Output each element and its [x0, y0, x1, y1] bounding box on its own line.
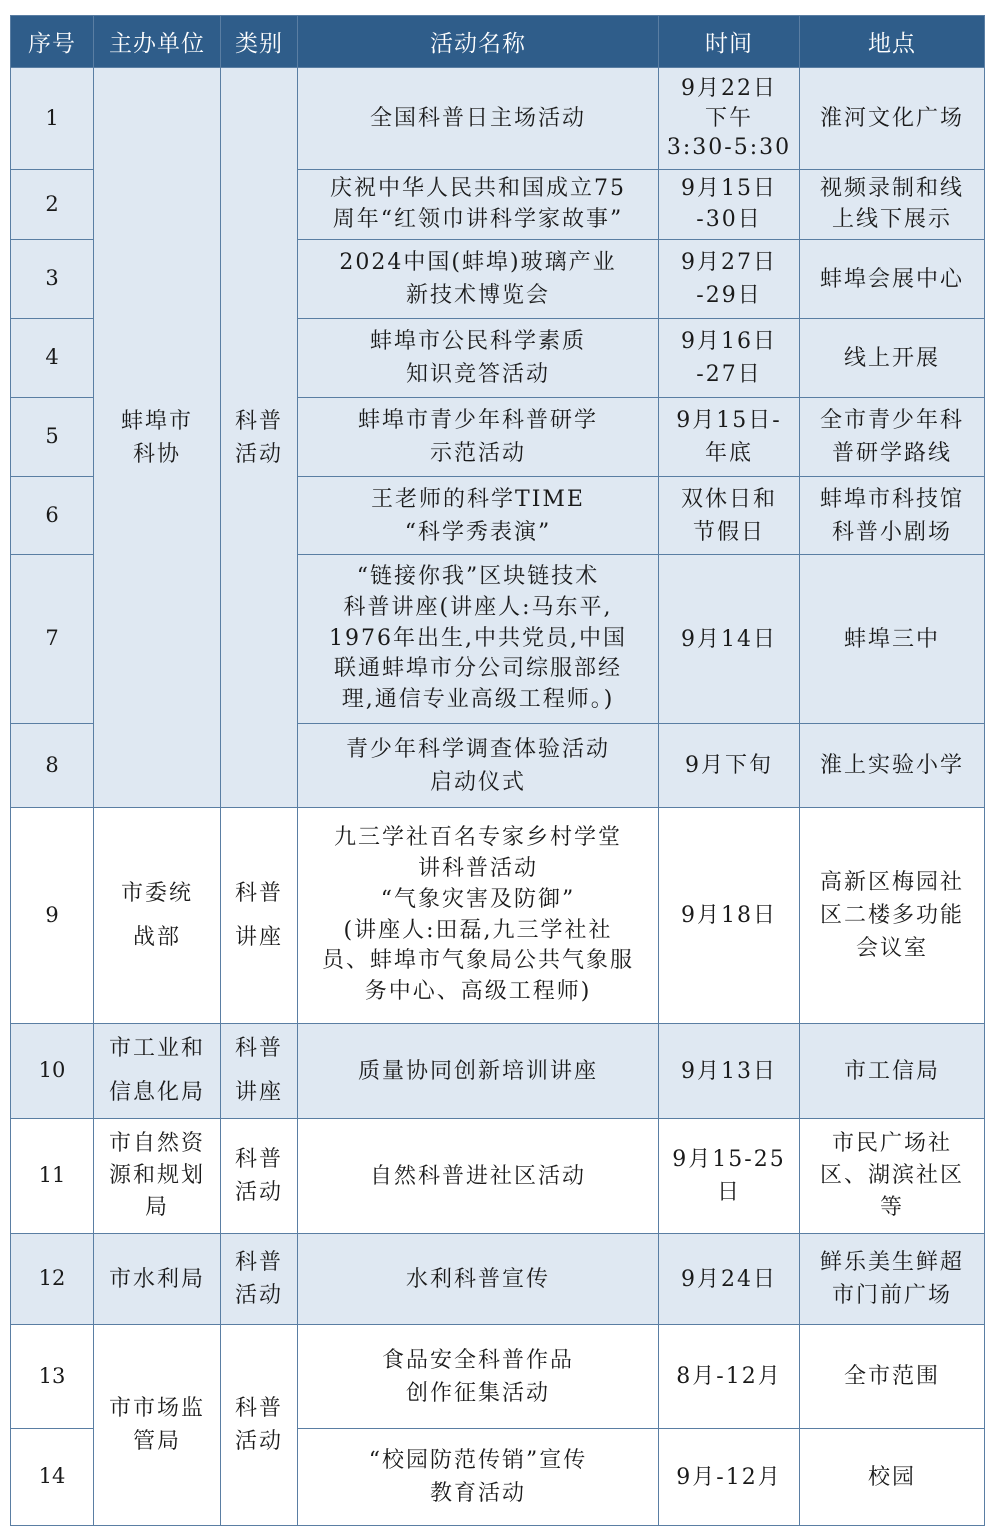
- row-place: 校园: [800, 1429, 985, 1526]
- row-time: 9月27日 -29日: [659, 240, 800, 319]
- table-row: [11, 1119, 985, 1234]
- row-seq: 7: [11, 555, 94, 724]
- row-seq: 4: [11, 319, 94, 398]
- row-seq: 11: [11, 1119, 94, 1234]
- row-category: 科普 讲座: [221, 808, 298, 1024]
- row-place: 视频录制和线 上线下展示: [800, 170, 985, 240]
- row-activity: 水利科普宣传: [298, 1234, 659, 1325]
- row-activity: 2024中国(蚌埠)玻璃产业 新技术博览会: [298, 240, 659, 319]
- row-time: 9月-12月: [659, 1429, 800, 1526]
- row-category: 科普 活动: [221, 1234, 298, 1325]
- table-row: [11, 1024, 985, 1119]
- row-place: 鲜乐美生鲜超 市门前广场: [800, 1234, 985, 1325]
- row-place: 淮河文化广场: [800, 68, 985, 170]
- row-activity: “链接你我”区块链技术 科普讲座(讲座人:马东平, 1976年出生,中共党员,中国 联通蚌埠市分公司综服部经 理,通信专业高级工程师。): [298, 555, 659, 724]
- row-seq: 3: [11, 240, 94, 319]
- row-activity: 九三学社百名专家乡村学堂 讲科普活动 “气象灾害及防御” (讲座人:田磊,九三学社社 员、蚌埠市气象局公共气象服 务中心、高级工程师): [298, 808, 659, 1024]
- row-seq: 14: [11, 1429, 94, 1526]
- row-place: 线上开展: [800, 319, 985, 398]
- row-activity: “校园防范传销”宣传 教育活动: [298, 1429, 659, 1526]
- table-row: [11, 68, 985, 170]
- row-seq: 9: [11, 808, 94, 1024]
- row-seq: 1: [11, 68, 94, 170]
- header-org: 主办单位: [94, 16, 221, 68]
- row-place: 市工信局: [800, 1024, 985, 1119]
- table-row: [11, 1234, 985, 1325]
- row-place: 全市范围: [800, 1325, 985, 1429]
- row-time: 9月15日- 年底: [659, 398, 800, 477]
- row-time: 9月下旬: [659, 724, 800, 808]
- activity-schedule-table: [10, 15, 985, 1526]
- row-time: 9月22日 下午 3:30-5:30: [659, 68, 800, 170]
- row-org: 市委统 战部: [94, 808, 221, 1024]
- row-time: 8月-12月: [659, 1325, 800, 1429]
- row-activity: 王老师的科学TIME “科学秀表演”: [298, 477, 659, 555]
- row-time: 9月15-25 日: [659, 1119, 800, 1234]
- row-activity: 全国科普日主场活动: [298, 68, 659, 170]
- row-activity: 质量协同创新培训讲座: [298, 1024, 659, 1119]
- row-org: 市自然资 源和规划 局: [94, 1119, 221, 1234]
- header-place: 地点: [800, 16, 985, 68]
- row-org: 市水利局: [94, 1234, 221, 1325]
- row-activity: 食品安全科普作品 创作征集活动: [298, 1325, 659, 1429]
- row-activity: 青少年科学调查体验活动 启动仪式: [298, 724, 659, 808]
- row-time: 9月14日: [659, 555, 800, 724]
- row-activity: 蚌埠市公民科学素质 知识竞答活动: [298, 319, 659, 398]
- row-seq: 8: [11, 724, 94, 808]
- row-activity: 自然科普进社区活动: [298, 1119, 659, 1234]
- row-category: 科普 活动: [221, 1119, 298, 1234]
- header-category: 类别: [221, 16, 298, 68]
- row-time: 9月15日 -30日: [659, 170, 800, 240]
- row-seq: 5: [11, 398, 94, 477]
- row-category: 科普 活动: [221, 68, 298, 808]
- row-org: 市市场监 管局: [94, 1325, 221, 1526]
- row-place: 淮上实验小学: [800, 724, 985, 808]
- header-time: 时间: [659, 16, 800, 68]
- row-place: 全市青少年科 普研学路线: [800, 398, 985, 477]
- row-org: 市工业和 信息化局: [94, 1024, 221, 1119]
- row-place: 高新区梅园社 区二楼多功能 会议室: [800, 808, 985, 1024]
- row-place: 蚌埠会展中心: [800, 240, 985, 319]
- row-time: 9月13日: [659, 1024, 800, 1119]
- row-category: 科普 讲座: [221, 1024, 298, 1119]
- row-time: 9月24日: [659, 1234, 800, 1325]
- header-activity: 活动名称: [298, 16, 659, 68]
- row-seq: 13: [11, 1325, 94, 1429]
- row-time: 9月16日 -27日: [659, 319, 800, 398]
- table-header-row: [11, 16, 985, 68]
- row-activity: 蚌埠市青少年科普研学 示范活动: [298, 398, 659, 477]
- table-row: [11, 808, 985, 1024]
- row-seq: 10: [11, 1024, 94, 1119]
- row-place: 蚌埠市科技馆 科普小剧场: [800, 477, 985, 555]
- row-place: 市民广场社 区、湖滨社区 等: [800, 1119, 985, 1234]
- row-seq: 2: [11, 170, 94, 240]
- row-time: 双休日和 节假日: [659, 477, 800, 555]
- row-place: 蚌埠三中: [800, 555, 985, 724]
- row-seq: 12: [11, 1234, 94, 1325]
- row-activity: 庆祝中华人民共和国成立75 周年“红领巾讲科学家故事”: [298, 170, 659, 240]
- row-category: 科普 活动: [221, 1325, 298, 1526]
- row-seq: 6: [11, 477, 94, 555]
- row-time: 9月18日: [659, 808, 800, 1024]
- row-org: 蚌埠市 科协: [94, 68, 221, 808]
- header-seq: 序号: [11, 16, 94, 68]
- table-row: [11, 1325, 985, 1429]
